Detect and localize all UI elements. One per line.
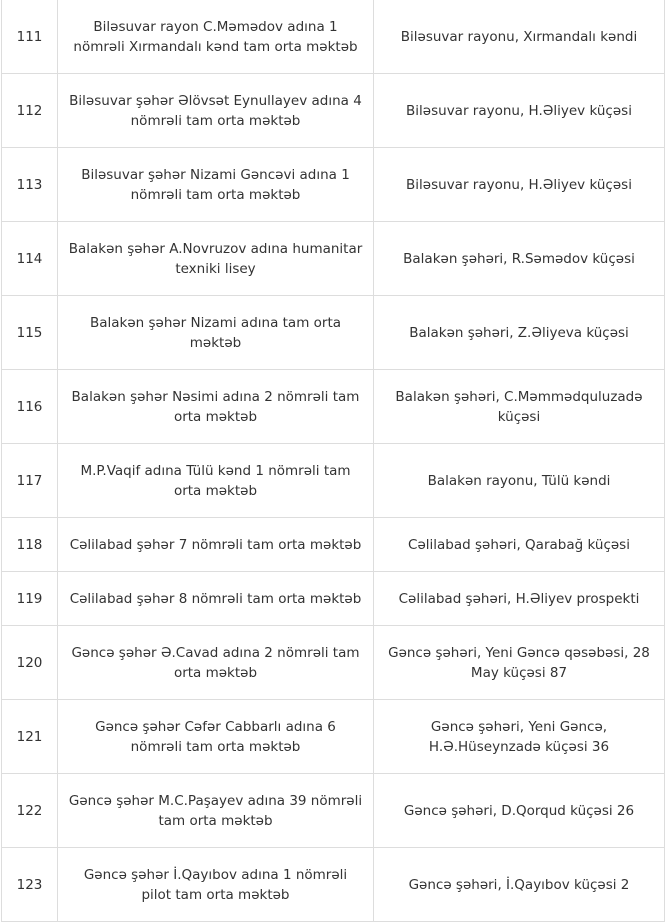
row-number: 122 <box>2 774 58 848</box>
school-address: Biləsuvar rayonu, H.Əliyev küçəsi <box>374 148 665 222</box>
school-name: Gəncə şəhər M.C.Paşayev adına 39 nömrəli tam orta məktəb <box>58 774 374 848</box>
row-number: 111 <box>2 0 58 74</box>
row-number: 117 <box>2 444 58 518</box>
table-row <box>2 572 665 626</box>
row-number: 114 <box>2 222 58 296</box>
row-number: 121 <box>2 700 58 774</box>
row-number: 115 <box>2 296 58 370</box>
school-name: Biləsuvar şəhər Əlövsət Eynullayev adına 4 nömrəli tam orta məktəb <box>58 74 374 148</box>
school-name: Cəlilabad şəhər 8 nömrəli tam orta məktəb <box>58 572 374 626</box>
row-number: 119 <box>2 572 58 626</box>
school-name: Balakən şəhər Nizami adına tam orta məktəb <box>58 296 374 370</box>
school-address: Balakən rayonu, Tülü kəndi <box>374 444 665 518</box>
school-name: Biləsuvar rayon C.Məmədov adına 1 nömrəli Xırmandalı kənd tam orta məktəb <box>58 0 374 74</box>
table-row <box>2 0 665 74</box>
school-address: Cəlilabad şəhəri, H.Əliyev prospekti <box>374 572 665 626</box>
school-name: M.P.Vaqif adına Tülü kənd 1 nömrəli tam orta məktəb <box>58 444 374 518</box>
school-name: Balakən şəhər A.Novruzov adına humanitar texniki lisey <box>58 222 374 296</box>
school-address: Balakən şəhəri, C.Məmmədquluzadə küçəsi <box>374 370 665 444</box>
school-name: Gəncə şəhər İ.Qayıbov adına 1 nömrəli pilot tam orta məktəb <box>58 848 374 922</box>
table-row <box>2 370 665 444</box>
table-row <box>2 296 665 370</box>
row-number: 118 <box>2 518 58 572</box>
table-row <box>2 518 665 572</box>
row-number: 120 <box>2 626 58 700</box>
school-address: Gəncə şəhəri, İ.Qayıbov küçəsi 2 <box>374 848 665 922</box>
schools-table <box>1 0 665 922</box>
table-row <box>2 700 665 774</box>
school-name: Gəncə şəhər Cəfər Cabbarlı adına 6 nömrəli tam orta məktəb <box>58 700 374 774</box>
school-address: Biləsuvar rayonu, H.Əliyev küçəsi <box>374 74 665 148</box>
school-name: Cəlilabad şəhər 7 nömrəli tam orta məktəb <box>58 518 374 572</box>
row-number: 113 <box>2 148 58 222</box>
school-address: Gəncə şəhəri, Yeni Gəncə, H.Ə.Hüseynzadə küçəsi 36 <box>374 700 665 774</box>
table-row <box>2 222 665 296</box>
row-number: 116 <box>2 370 58 444</box>
school-address: Balakən şəhəri, R.Səmədov küçəsi <box>374 222 665 296</box>
school-name: Balakən şəhər Nəsimi adına 2 nömrəli tam orta məktəb <box>58 370 374 444</box>
row-number: 123 <box>2 848 58 922</box>
table-row <box>2 148 665 222</box>
table-row <box>2 774 665 848</box>
school-address: Balakən şəhəri, Z.Əliyeva küçəsi <box>374 296 665 370</box>
table-row <box>2 626 665 700</box>
school-name: Gəncə şəhər Ə.Cavad adına 2 nömrəli tam orta məktəb <box>58 626 374 700</box>
table-row <box>2 444 665 518</box>
school-address: Cəlilabad şəhəri, Qarabağ küçəsi <box>374 518 665 572</box>
table-row <box>2 848 665 922</box>
school-name: Biləsuvar şəhər Nizami Gəncəvi adına 1 nömrəli tam orta məktəb <box>58 148 374 222</box>
row-number: 112 <box>2 74 58 148</box>
school-address: Biləsuvar rayonu, Xırmandalı kəndi <box>374 0 665 74</box>
school-address: Gəncə şəhəri, D.Qorqud küçəsi 26 <box>374 774 665 848</box>
table-row <box>2 74 665 148</box>
school-address: Gəncə şəhəri, Yeni Gəncə qəsəbəsi, 28 May küçəsi 87 <box>374 626 665 700</box>
